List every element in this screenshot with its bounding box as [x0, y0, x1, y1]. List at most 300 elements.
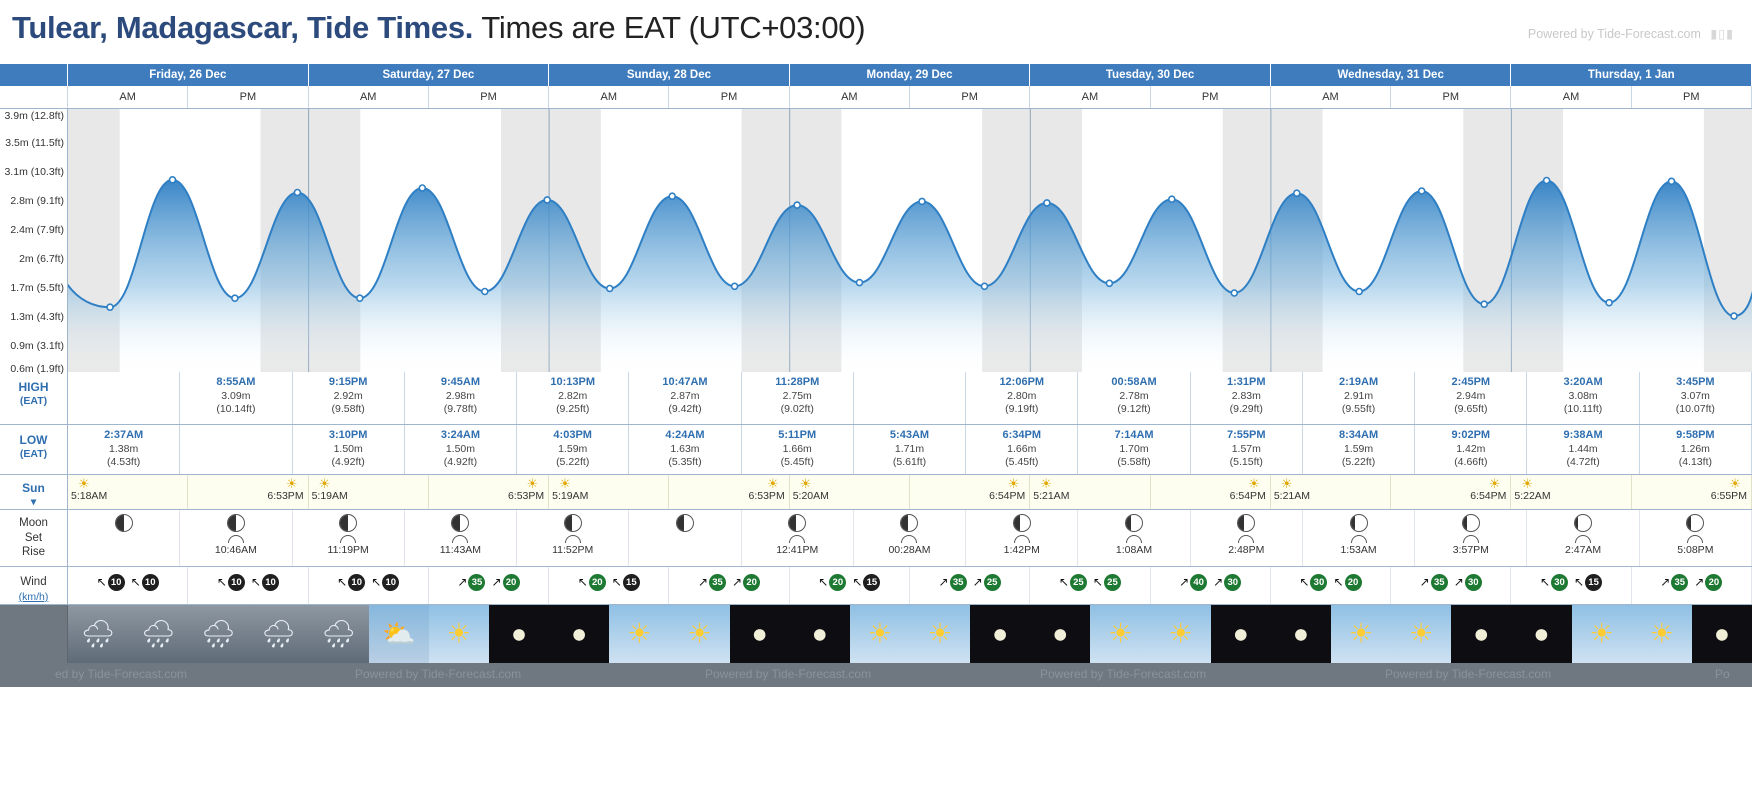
low-tide-cell [1303, 425, 1415, 474]
tide-chart-y-axis [0, 109, 68, 376]
low-tide-cell-feet: (4.53ft) [107, 456, 141, 469]
low-tide-marker [1106, 280, 1112, 286]
wind-cell [309, 567, 429, 604]
low-tide-cell-meters: 1.42m [1456, 442, 1486, 455]
moon-set-label: Set [24, 531, 43, 544]
moon-phase-icon [227, 514, 245, 532]
moon-time: 1:53AM [1340, 544, 1377, 557]
brand-bars-icon: ▮▯▮ [1710, 27, 1734, 41]
weather-column [549, 605, 669, 663]
footer-credit: Powered by Tide-Forecast.com [1385, 667, 1552, 682]
wind-direction-arrow-icon: ↖ [96, 575, 107, 590]
tide-curve-svg [68, 109, 1752, 372]
wind-reading [217, 573, 245, 591]
high-tide-cell-time: 3:45PM [1676, 376, 1715, 388]
moon-phase-icon [900, 514, 918, 532]
moon-rise-set-arc-icon [1351, 535, 1367, 543]
high-tide-marker [419, 185, 425, 191]
wind-speed-badge: 10 [262, 574, 279, 591]
weather-glyph: ☀ [1589, 618, 1614, 649]
low-tide-marker [1356, 289, 1362, 295]
day-header-4[interactable]: Monday, 29 Dec [790, 64, 1031, 86]
moon-cell [629, 510, 741, 566]
clear-night-icon [1030, 605, 1090, 663]
weather-glyph: ☀ [687, 618, 712, 649]
day-header-2[interactable]: Saturday, 27 Dec [309, 64, 550, 86]
high-tide-cell-time: 2:45PM [1451, 376, 1491, 388]
sunrise-icon: ☀ [1521, 476, 1534, 492]
sunset-icon: ☀ [1729, 476, 1741, 492]
low-tide-cell [629, 425, 741, 474]
sun-time: 5:21AM [1273, 490, 1310, 503]
low-tide-cell [517, 425, 629, 474]
moon-cell [1303, 510, 1415, 566]
low-tide-cell-meters: 1.66m [1007, 442, 1037, 455]
wind-direction-arrow-icon: ↗ [457, 575, 468, 590]
sun-time: 5:21AM [1033, 490, 1070, 503]
low-tide-cell-meters: 1.59m [1343, 442, 1374, 455]
day-header-1[interactable]: Friday, 26 Dec [68, 64, 309, 86]
high-tide-cell-meters: 2.78m [1119, 389, 1149, 402]
y-axis-tick: 2.8m (9.1ft) [10, 195, 64, 208]
weather-column [1030, 605, 1150, 663]
high-tide-marker [170, 177, 176, 183]
low-tide-marker [982, 283, 988, 289]
wind-speed-badge: 35 [468, 574, 485, 591]
high-tide-cell [1640, 372, 1752, 424]
low-tide-cell-time: 5:11PM [778, 429, 817, 441]
wind-cell [790, 567, 910, 604]
sunny-icon [1151, 605, 1211, 663]
low-tide-marker [357, 295, 363, 301]
ampm-header-cell: AM [549, 86, 669, 108]
wind-speed-badge: 35 [1671, 574, 1688, 591]
low-tide-cell-meters: 1.26m [1680, 442, 1710, 455]
high-tide-cell [405, 372, 517, 424]
low-tide-cell-time: 3:10PM [328, 429, 368, 441]
tide-chart-plot [68, 109, 1752, 372]
moon-phase-icon [564, 514, 582, 532]
page-footer [0, 663, 1752, 687]
high-tide-cell [1527, 372, 1639, 424]
low-tide-cell-feet: (4.66ft) [1454, 456, 1488, 469]
low-tide-cell-meters: 1.70m [1119, 442, 1149, 455]
wind-speed-badge: 10 [228, 574, 245, 591]
weather-glyph: ☀ [446, 618, 472, 649]
clear-night-icon [730, 605, 790, 663]
high-tide-label [0, 372, 68, 424]
sun-cell [68, 475, 188, 509]
weather-glyph: 🌧 [321, 619, 356, 650]
wind-reading [973, 573, 1001, 591]
sun-time: 6:54PM [989, 490, 1026, 503]
day-header-7[interactable]: Thursday, 1 Jan [1511, 64, 1752, 86]
wind-speed-badge: 10 [142, 574, 159, 591]
high-tide-cell-meters: 2.75m [782, 389, 812, 402]
wind-cell [1151, 567, 1271, 604]
moon-time: 1:08AM [1115, 544, 1153, 557]
high-tide-label-tz: (EAT) [19, 395, 48, 407]
wind-reading [337, 573, 365, 591]
wind-direction-arrow-icon: ↗ [491, 575, 502, 590]
weather-glyph: ☀ [1108, 618, 1133, 649]
sun-label [0, 475, 68, 509]
location-title: Tulear, Madagascar, Tide Times. [12, 10, 474, 45]
weather-glyph: ☀ [1649, 618, 1674, 649]
wind-speed-badge: 30 [1310, 574, 1327, 591]
wind-speed-badge: 35 [950, 574, 967, 591]
sun-time: 5:19AM [311, 490, 348, 503]
sun-cell [910, 475, 1030, 509]
sunset-icon: ☀ [767, 476, 779, 492]
low-tide-cell-meters: 1.38m [109, 442, 139, 455]
weather-glyph: ● [1232, 618, 1249, 649]
wind-reading [939, 573, 967, 591]
wind-label [0, 567, 68, 604]
moon-time: 00:28AM [888, 544, 931, 557]
wind-speed-badge: 10 [382, 574, 399, 591]
high-tide-cell-time: 00:58AM [1111, 376, 1157, 388]
wind-direction-arrow-icon: ↗ [1419, 575, 1430, 590]
high-tide-cell-meters: 2.98m [445, 389, 476, 402]
weather-column [1151, 605, 1271, 663]
page-header [0, 0, 1752, 64]
weather-glyph: ☀ [1348, 618, 1374, 649]
low-tide-cell-time: 5:43AM [889, 429, 930, 441]
moon-rise-set-arc-icon [340, 535, 356, 543]
page-title [12, 10, 1752, 46]
ampm-header-cell: AM [1511, 86, 1631, 108]
low-tide-cell-meters: 1.57m [1231, 442, 1261, 455]
moon-rise-set-arc-icon [1463, 535, 1479, 543]
sun-cell [1391, 475, 1511, 509]
moon-cell [517, 510, 629, 566]
ampm-header-cell: AM [309, 86, 429, 108]
wind-direction-arrow-icon: ↗ [938, 575, 949, 590]
low-tide-marker [1731, 313, 1737, 319]
high-tide-cell-meters: 2.83m [1231, 389, 1261, 402]
high-tide-label-text: HIGH [18, 380, 49, 394]
wind-reading [1694, 573, 1722, 591]
moon-cell [405, 510, 517, 566]
moon-time: 2:48PM [1228, 544, 1265, 557]
sun-time: 6:55PM [1710, 490, 1747, 503]
wind-reading [97, 573, 125, 591]
high-tide-cell-meters: 2.92m [333, 389, 363, 402]
clear-night-icon [549, 605, 609, 663]
wind-speed-badge: 35 [1431, 574, 1448, 591]
clear-night-icon [1511, 605, 1571, 663]
tide-chart [0, 109, 1752, 376]
wind-reading [698, 573, 726, 591]
day-header-3[interactable]: Sunday, 28 Dec [549, 64, 790, 86]
powered-by-header [1528, 26, 1734, 41]
wind-reading [371, 573, 399, 591]
low-tide-cell [405, 425, 517, 474]
wind-reading [1420, 573, 1448, 591]
wind-cell [549, 567, 669, 604]
moon-time: 10:46AM [214, 544, 257, 557]
weather-column [910, 605, 1030, 663]
weather-glyph: ● [571, 618, 588, 649]
wind-reading [1299, 573, 1327, 591]
wind-speed-badge: 30 [1224, 574, 1241, 591]
ampm-header-cell: AM [790, 86, 910, 108]
moon-rise-set-arc-icon [565, 535, 581, 543]
wind-reading [491, 573, 519, 591]
wind-direction-arrow-icon: ↖ [1058, 575, 1069, 590]
sunny-icon [669, 605, 729, 663]
high-tide-cell-feet: (9.55ft) [1341, 403, 1376, 416]
moon-phase-icon [1574, 514, 1592, 532]
high-tide-cell [742, 372, 854, 424]
high-tide-cell-feet: (10.14ft) [216, 403, 256, 416]
moon-rise-set-arc-icon [789, 535, 805, 543]
wind-speed-badge: 20 [829, 574, 846, 591]
moon-phase-icon [1125, 514, 1143, 532]
wind-speed-badge: 10 [348, 574, 365, 591]
sunny-icon [1331, 605, 1391, 663]
moon-rise-set-arc-icon [1014, 535, 1030, 543]
moon-rise-set-arc-icon [901, 535, 917, 543]
low-tide-cell-time: 3:24AM [440, 429, 480, 441]
low-tide-cell [966, 425, 1078, 474]
sun-cell [309, 475, 429, 509]
low-tide-cell-time: 9:58PM [1676, 429, 1715, 441]
high-tide-cell [293, 372, 405, 424]
moon-time: 11:43AM [439, 544, 482, 557]
wind-cell [68, 567, 188, 604]
wind-reading [852, 573, 880, 591]
moon-cell [1640, 510, 1752, 566]
wind-direction-arrow-icon: ↖ [130, 575, 141, 590]
footer-credit: Powered by Tide-Forecast.com [355, 667, 522, 682]
wind-reading [1093, 573, 1121, 591]
low-tide-cell [1078, 425, 1190, 474]
day-header-corner [0, 64, 68, 86]
sunrise-icon: ☀ [78, 476, 90, 492]
high-tide-cell-feet: (10.11ft) [1563, 403, 1603, 416]
high-tide-cell-meters: 3.09m [221, 389, 251, 402]
wind-speed-badge: 20 [503, 574, 520, 591]
wind-reading [818, 573, 846, 591]
low-tide-cell-time: 9:02PM [1451, 429, 1491, 441]
sun-cell [1151, 475, 1271, 509]
sun-chevron-icon[interactable]: ▾ [30, 496, 37, 509]
weather-glyph: ☀ [927, 618, 953, 649]
weather-icon-row [0, 605, 1752, 663]
wind-reading [732, 573, 760, 591]
wind-speed-badge: 40 [1190, 574, 1207, 591]
wind-direction-arrow-icon: ↗ [1179, 575, 1190, 590]
moon-phase-icon [676, 514, 694, 532]
wind-direction-arrow-icon: ↗ [1213, 575, 1224, 590]
wind-reading [612, 573, 640, 591]
low-tide-cell-feet: (5.35ft) [668, 456, 702, 469]
high-tide-cell-time: 3:20AM [1563, 376, 1603, 388]
wind-reading [1660, 573, 1688, 591]
high-tide-cell [1191, 372, 1303, 424]
weather-column [1632, 605, 1752, 663]
sun-row [0, 475, 1752, 510]
low-tide-marker [1481, 301, 1487, 307]
ampm-header-corner [0, 86, 68, 108]
sunset-icon: ☀ [1488, 476, 1501, 492]
sunny-icon [609, 605, 669, 663]
wind-cell [910, 567, 1030, 604]
wind-reading [251, 573, 279, 591]
low-tide-cell-time: 4:24AM [665, 429, 705, 441]
high-tide-cell-time: 9:15PM [328, 376, 368, 388]
wind-reading [578, 573, 606, 591]
weather-glyph: ☀ [867, 618, 892, 649]
low-tide-cell [1191, 425, 1303, 474]
weather-column [790, 605, 910, 663]
low-tide-cell-meters: 1.44m [1568, 442, 1598, 455]
high-tide-cell-feet: (9.02ft) [780, 403, 814, 416]
wind-speed-badge: 15 [863, 574, 880, 591]
weather-glyph: ● [992, 618, 1009, 649]
high-tide-cell-time: 9:45AM [440, 376, 480, 388]
clear-night-icon [489, 605, 549, 663]
wind-cell [188, 567, 308, 604]
low-tide-marker [857, 280, 863, 286]
sun-time: 6:53PM [748, 490, 785, 503]
moon-label [0, 510, 68, 566]
low-tide-cell-meters: 1.59m [558, 442, 588, 455]
wind-speed-badge: 25 [1104, 574, 1121, 591]
moon-time: 3:57PM [1452, 544, 1489, 557]
low-tide-cell [68, 425, 180, 474]
wind-direction-arrow-icon: ↖ [371, 575, 382, 590]
high-tide-cell-time: 12:06PM [999, 376, 1045, 388]
high-tide-cell-meters: 2.87m [670, 389, 700, 402]
weather-glyph: ● [751, 618, 768, 649]
moon-rise-set-arc-icon [228, 535, 244, 543]
wind-cell [1030, 567, 1150, 604]
ampm-header-cell: PM [188, 86, 308, 108]
high-tide-cell-feet: (10.07ft) [1675, 403, 1715, 416]
powered-by-text: Powered by Tide-Forecast.com [1527, 27, 1701, 41]
moon-cell [742, 510, 854, 566]
low-tide-cell-time: 6:34PM [1002, 429, 1042, 441]
y-axis-tick: 3.1m (10.3ft) [4, 166, 64, 179]
moon-phase-icon [1013, 514, 1031, 532]
weather-glyph: ● [1533, 618, 1550, 649]
sun-time: 5:20AM [792, 490, 829, 503]
low-tide-cell-feet: (5.45ft) [1005, 456, 1039, 469]
ampm-header-cell: AM [1271, 86, 1391, 108]
low-tide-cell-meters: 1.66m [782, 442, 812, 455]
wind-reading [1574, 573, 1602, 591]
low-tide-cell [293, 425, 405, 474]
low-tide-cell-feet: (4.72ft) [1566, 456, 1600, 469]
high-tide-cell [1078, 372, 1190, 424]
weather-column [1271, 605, 1391, 663]
sunset-icon: ☀ [526, 476, 539, 492]
low-tide-cell-time: 4:03PM [553, 429, 592, 441]
high-tide-cell-feet: (9.78ft) [443, 403, 478, 416]
y-axis-tick: 0.6m (1.9ft) [10, 363, 64, 376]
high-tide-cell-feet: (9.42ft) [668, 403, 702, 416]
weather-glyph: ● [1292, 618, 1310, 649]
high-tide-marker [669, 193, 675, 199]
moon-time: 5:08PM [1677, 544, 1714, 557]
sunset-icon: ☀ [1248, 476, 1260, 492]
sunny-icon [429, 605, 489, 663]
rain-icon [309, 605, 369, 663]
sun-time: 5:19AM [552, 490, 589, 503]
day-header-5[interactable]: Tuesday, 30 Dec [1030, 64, 1271, 86]
low-tide-marker [1606, 300, 1612, 306]
wind-speed-badge: 35 [709, 574, 726, 591]
weather-glyph: ● [1473, 618, 1490, 649]
weather-glyph: ⛅ [381, 619, 416, 650]
sun-time: 5:22AM [1514, 490, 1551, 503]
low-tide-cell [180, 425, 292, 474]
wind-direction-arrow-icon: ↖ [577, 575, 588, 590]
wind-speed-badge: 20 [1345, 574, 1362, 591]
high-tide-cell-meters: 2.94m [1456, 389, 1486, 402]
wind-reading [457, 573, 485, 591]
sun-cell [1632, 475, 1752, 509]
high-tide-cell-meters: 2.82m [558, 389, 588, 402]
weather-glyph: 🌧 [201, 619, 236, 650]
moon-row [0, 510, 1752, 567]
moon-rise-set-arc-icon [1126, 535, 1142, 543]
wind-speed-badge: 30 [1551, 574, 1568, 591]
low-tide-cell-time: 7:55PM [1227, 429, 1266, 441]
y-axis-tick: 1.3m (4.3ft) [10, 310, 64, 323]
wind-reading [1540, 573, 1568, 591]
low-tide-label [0, 425, 68, 474]
wind-speed-badge: 25 [984, 574, 1001, 591]
moon-time: 2:47AM [1564, 544, 1602, 557]
sunny-icon [1391, 605, 1451, 663]
high-tide-cell-meters: 2.80m [1007, 389, 1037, 402]
low-tide-cell-meters: 1.71m [894, 442, 925, 455]
weather-column [669, 605, 789, 663]
day-header-6[interactable]: Wednesday, 31 Dec [1271, 64, 1512, 86]
wind-speed-badge: 25 [1070, 574, 1087, 591]
moon-label-text: Moon [19, 517, 48, 530]
low-tide-label-text: LOW [19, 433, 48, 447]
wind-cell [669, 567, 789, 604]
clear-night-icon [1211, 605, 1271, 663]
moon-time: 1:42PM [1003, 544, 1040, 557]
wind-speed-badge: 20 [743, 574, 760, 591]
low-tide-marker [1231, 290, 1237, 296]
wind-direction-arrow-icon: ↗ [732, 575, 743, 590]
sun-time: 6:53PM [267, 490, 304, 503]
wind-reading [1454, 573, 1482, 591]
moon-rise-label: Rise [21, 546, 45, 559]
sun-time: 6:54PM [1470, 490, 1507, 503]
high-tide-cell-meters: 3.08m [1568, 389, 1598, 402]
high-tide-cell-time: 10:13PM [550, 376, 596, 388]
wind-units-link[interactable]: (km/h) [18, 590, 49, 603]
sun-cell [429, 475, 549, 509]
high-tide-cell [629, 372, 741, 424]
weather-row-corner [0, 605, 68, 663]
weather-glyph: ☀ [1409, 618, 1434, 649]
weather-glyph: ● [510, 618, 528, 649]
low-tide-cell [1640, 425, 1752, 474]
low-tide-cell-time: 2:37AM [104, 429, 144, 441]
y-axis-tick: 3.9m (12.8ft) [4, 109, 64, 122]
y-axis-tick: 2m (6.7ft) [19, 252, 64, 265]
moon-cell [966, 510, 1078, 566]
